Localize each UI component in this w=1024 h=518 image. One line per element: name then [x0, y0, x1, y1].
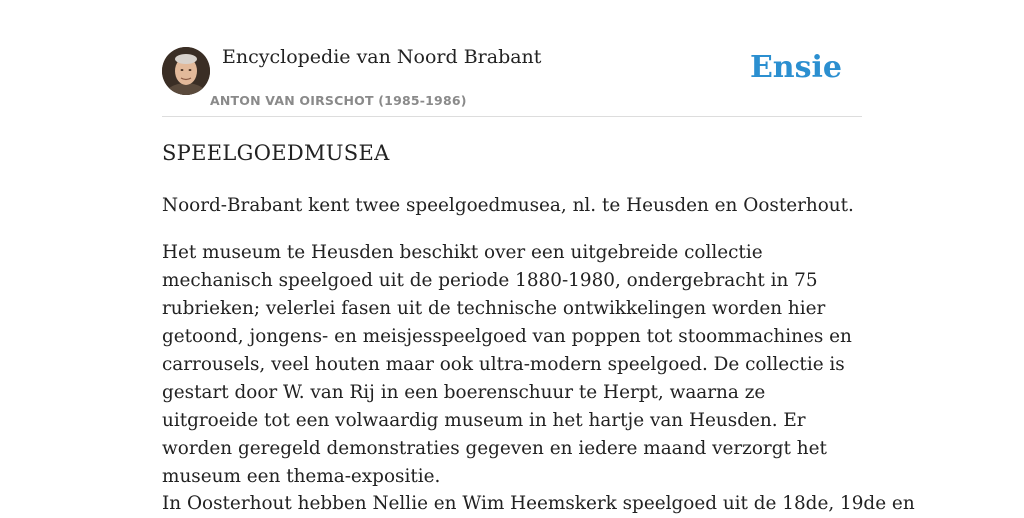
- author-avatar: [162, 47, 210, 95]
- article-paragraph-1: Noord-Brabant kent twee speelgoedmusea, nl. te Heusden en Oosterhout.: [162, 195, 854, 216]
- article-paragraph-3: In Oosterhout hebben Nellie en Wim Heemskerk speelgoed uit de 18de, 19de en: [162, 493, 915, 514]
- page-container: [162, 0, 915, 514]
- header: [162, 0, 862, 117]
- ensie-logo-link[interactable]: Ensie: [749, 50, 842, 85]
- portrait-image: [162, 47, 210, 95]
- article-title: SPEELGOEDMUSEA: [162, 141, 390, 165]
- author-name: ANTON VAN OIRSCHOT (1985-1986): [210, 93, 467, 108]
- article-paragraph-2: Het museum te Heusden beschikt over een uitgebreide collectie mechanisch speelgoed uit de periode 1880-1980, ondergebracht in 75 rubrieken; velerlei fasen uit de technische ontwikkelingen worden hier getoond, jongens- en meisjesspeelgoed van poppen tot stoommachines en carrousels, veel houten maar ook ultra-modern speelgoed. De collectie is gestart door W. van Rij in een boerenschuur te Herpt, waarna ze uitgroeide tot een volwaardig museum in het hartje van Heusden. Er worden geregeld demonstraties gegeven en iedere maand verzorgt het museum een thema-expositie.: [162, 242, 852, 487]
- site-title-link[interactable]: Encyclopedie van Noord Brabant: [222, 46, 542, 68]
